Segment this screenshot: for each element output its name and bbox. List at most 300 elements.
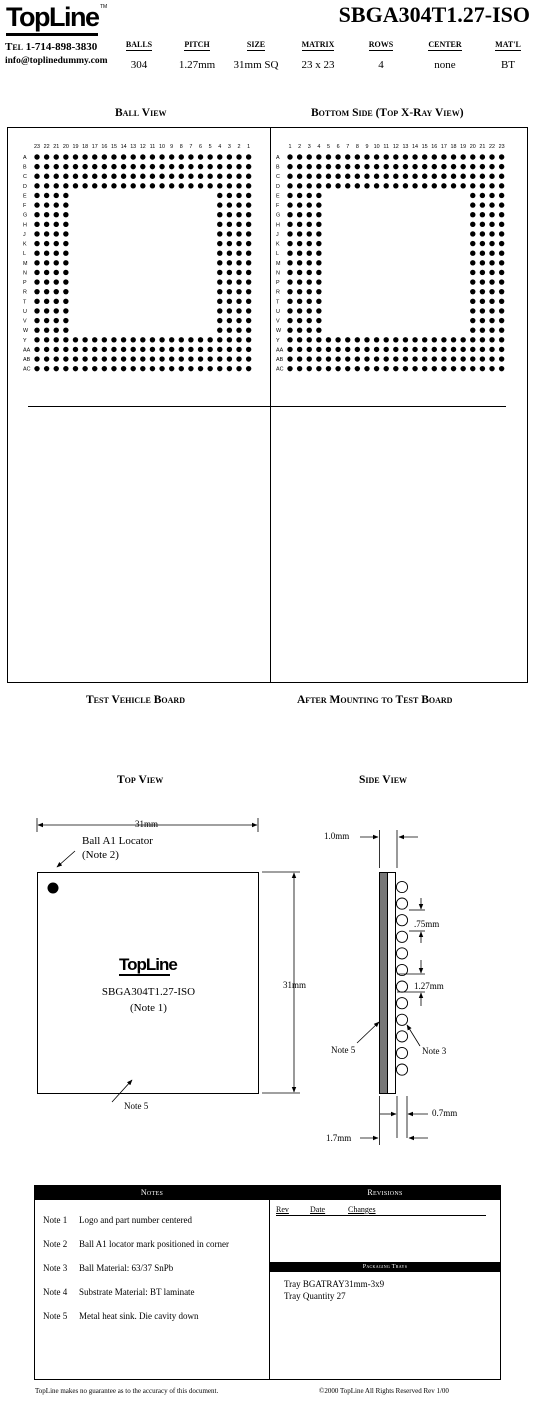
solder-ball [345,174,350,179]
solder-ball [441,337,446,342]
solder-ball [480,174,485,179]
note-key: Note 2 [43,1239,68,1249]
solder-ball [217,260,222,265]
solder-ball [489,154,494,159]
column-label: 2 [237,144,241,150]
solder-ball [470,222,475,227]
solder-ball [111,337,116,342]
row-label: F [276,203,280,210]
solder-ball [236,193,241,198]
a1-locator-dot [48,883,59,894]
solder-ball [246,299,251,304]
solder-ball [102,154,107,159]
solder-ball [499,193,504,198]
solder-ball [92,154,97,159]
solder-ball [470,270,475,275]
note5-side-leader [357,1022,379,1043]
solder-ball [355,174,360,179]
solder-ball [499,183,504,188]
solder-ball [236,327,241,332]
solder-ball [384,347,389,352]
solder-ball [207,356,212,361]
solder-ball [355,164,360,169]
row-label: V [276,318,280,325]
solder-ball [316,270,321,275]
side-solder-ball [396,931,407,942]
row-label: P [23,280,27,287]
solder-ball [217,279,222,284]
solder-ball [44,347,49,352]
solder-ball [246,231,251,236]
solder-ball [287,222,292,227]
solder-ball [34,289,39,294]
solder-ball [44,318,49,323]
solder-ball [34,174,39,179]
solder-ball [470,347,475,352]
solder-ball [307,356,312,361]
solder-ball [217,202,222,207]
solder-ball [44,260,49,265]
solder-ball [92,347,97,352]
solder-ball [34,231,39,236]
solder-ball [207,183,212,188]
column-label: 16 [431,144,438,150]
solder-ball [63,347,68,352]
solder-ball [92,366,97,371]
solder-ball [480,202,485,207]
solder-ball [499,222,504,227]
solder-ball [188,356,193,361]
solder-ball [355,183,360,188]
solder-ball [499,366,504,371]
solder-ball [364,164,369,169]
side-solder-ball [396,881,407,892]
solder-ball [236,279,241,284]
solder-ball [460,154,465,159]
row-label: L [276,251,279,258]
row-label: AB [276,357,284,364]
solder-ball [307,327,312,332]
solder-ball [307,154,312,159]
solder-ball [422,154,427,159]
row-label: W [276,328,282,335]
solder-ball [169,154,174,159]
revision-columns [276,1205,486,1216]
solder-ball [316,337,321,342]
solder-ball [316,251,321,256]
column-label: 14 [412,144,419,150]
solder-ball [489,164,494,169]
note-text: Ball A1 locator mark positioned in corner [79,1239,229,1249]
solder-ball [480,241,485,246]
solder-ball [63,154,68,159]
solder-ball [364,347,369,352]
solder-ball [227,202,232,207]
solder-ball [159,183,164,188]
solder-ball [54,270,59,275]
solder-ball [316,260,321,265]
tray-line: Tray BGATRAY31mm-3x9 [284,1279,385,1289]
solder-ball [499,260,504,265]
solder-ball [470,174,475,179]
solder-ball [470,356,475,361]
row-label: Y [276,337,280,344]
solder-ball [150,337,155,342]
solder-ball [422,356,427,361]
column-label: 13 [402,144,409,150]
solder-ball [451,174,456,179]
solder-ball [316,212,321,217]
solder-ball [159,337,164,342]
column-label: 6 [336,144,340,150]
email-address: info@toplinedummy.com [5,56,108,66]
tel-number: 1-714-898-3830 [25,41,98,53]
solder-ball [236,251,241,256]
solder-ball [287,193,292,198]
changes-col: Changes [348,1205,376,1214]
solder-ball [169,366,174,371]
solder-ball [179,174,184,179]
solder-ball [316,366,321,371]
solder-ball [131,164,136,169]
solder-ball [227,356,232,361]
solder-ball [393,356,398,361]
solder-ball [316,174,321,179]
solder-ball [82,154,87,159]
solder-ball [121,183,126,188]
solder-ball [307,231,312,236]
solder-ball [307,337,312,342]
solder-ball [335,164,340,169]
column-label: 3 [227,144,231,150]
solder-ball [307,347,312,352]
solder-ball [82,337,87,342]
solder-ball [499,347,504,352]
solder-ball [499,202,504,207]
solder-ball [217,183,222,188]
row-label: U [276,308,280,315]
spec-label: CENTER [428,40,462,49]
solder-ball [236,164,241,169]
solder-ball [403,164,408,169]
solder-ball [287,327,292,332]
solder-ball [44,183,49,188]
note-item [43,1239,229,1249]
solder-ball [188,154,193,159]
solder-ball [44,231,49,236]
note-item [43,1263,173,1273]
solder-ball [54,241,59,246]
solder-ball [345,337,350,342]
solder-ball [307,202,312,207]
chip-outline [38,873,259,1094]
row-label: B [276,164,280,171]
solder-ball [287,260,292,265]
solder-ball [470,308,475,313]
solder-ball [217,337,222,342]
note3-side-leader [407,1025,420,1046]
column-label: 9 [170,144,174,150]
solder-ball [345,356,350,361]
solder-ball [217,318,222,323]
solder-ball [297,212,302,217]
solder-ball [131,154,136,159]
solder-ball [432,183,437,188]
solder-ball [217,222,222,227]
solder-ball [227,299,232,304]
solder-ball [217,356,222,361]
solder-ball [480,183,485,188]
solder-ball [364,356,369,361]
solder-ball [355,154,360,159]
spec-label: MATRIX [301,40,335,49]
chip-part-number: SBGA304T1.27-ISO [101,986,196,998]
side-solder-ball [396,998,407,1009]
solder-ball [217,174,222,179]
solder-ball [159,164,164,169]
solder-ball [246,251,251,256]
solder-ball [140,366,145,371]
solder-ball [393,366,398,371]
solder-ball [307,260,312,265]
solder-ball [345,366,350,371]
column-label: 22 [43,144,50,150]
column-label: 2 [298,144,302,150]
solder-ball [169,174,174,179]
solder-ball [82,366,87,371]
solder-ball [217,308,222,313]
solder-ball [460,164,465,169]
solder-ball [297,347,302,352]
solder-ball [54,347,59,352]
solder-ball [54,289,59,294]
solder-ball [364,337,369,342]
solder-ball [470,241,475,246]
solder-ball [246,356,251,361]
solder-ball [499,299,504,304]
solder-ball [470,154,475,159]
solder-ball [63,308,68,313]
solder-ball [236,318,241,323]
solder-ball [140,154,145,159]
solder-ball [102,174,107,179]
solder-ball [489,202,494,207]
solder-ball [140,347,145,352]
solder-ball [159,154,164,159]
spec-label: PITCH [184,40,210,49]
column-label: 17 [91,144,98,150]
copyright: ©2000 TopLine All Rights Reserved Rev 1/00 [319,1387,449,1395]
solder-ball [236,356,241,361]
solder-ball [297,222,302,227]
solder-ball [489,222,494,227]
solder-ball [326,174,331,179]
solder-ball [179,154,184,159]
solder-ball [384,356,389,361]
solder-ball [131,356,136,361]
solder-ball [188,366,193,371]
spec-value: BT [500,59,516,71]
solder-ball [188,337,193,342]
solder-ball [345,347,350,352]
solder-ball [102,366,107,371]
rev-col: Rev [276,1205,289,1214]
solder-ball [287,231,292,236]
column-label: 18 [82,144,89,150]
solder-ball [217,212,222,217]
side-pitch-label: 1.27mm [414,981,444,991]
solder-ball [102,356,107,361]
solder-ball [34,270,39,275]
solder-ball [227,251,232,256]
solder-ball [246,308,251,313]
solder-ball [34,164,39,169]
solder-ball [451,356,456,361]
solder-ball [198,347,203,352]
solder-ball [326,356,331,361]
row-label: AB [23,357,31,364]
solder-ball [480,337,485,342]
solder-ball [150,366,155,371]
row-label: K [23,241,27,248]
solder-ball [345,164,350,169]
solder-ball [297,251,302,256]
solder-ball [54,260,59,265]
solder-ball [345,154,350,159]
column-label: 4 [317,144,321,150]
top-view-title: Top View [117,774,164,786]
solder-ball [227,174,232,179]
solder-ball [470,318,475,323]
solder-ball [63,356,68,361]
column-label: 19 [72,144,79,150]
solder-ball [111,366,116,371]
solder-ball [111,183,116,188]
solder-ball [326,366,331,371]
solder-ball [489,289,494,294]
solder-ball [246,202,251,207]
solder-ball [73,347,78,352]
solder-ball [63,366,68,371]
solder-ball [307,164,312,169]
solder-ball [345,183,350,188]
solder-ball [441,164,446,169]
column-label: 12 [139,144,146,150]
solder-ball [393,174,398,179]
solder-ball [34,308,39,313]
solder-ball [227,270,232,275]
solder-ball [470,289,475,294]
solder-ball [393,183,398,188]
solder-ball [63,183,68,188]
solder-ball [140,164,145,169]
solder-ball [44,193,49,198]
solder-ball [307,366,312,371]
side-balls [396,881,407,1075]
solder-ball [217,299,222,304]
solder-ball [227,308,232,313]
solder-ball [441,183,446,188]
solder-ball [403,337,408,342]
solder-ball [63,318,68,323]
solder-ball [236,241,241,246]
solder-ball [54,212,59,217]
solder-ball [121,366,126,371]
solder-ball [102,164,107,169]
solder-ball [227,241,232,246]
column-label: 7 [189,144,193,150]
solder-ball [287,183,292,188]
solder-ball [150,174,155,179]
solder-ball [316,327,321,332]
solder-ball [227,212,232,217]
row-label: R [23,289,27,296]
column-label: 9 [365,144,369,150]
solder-ball [499,164,504,169]
solder-ball [412,174,417,179]
solder-ball [355,337,360,342]
solder-ball [140,183,145,188]
packaging-trays-header: Packaging Trays [270,1262,500,1272]
solder-ball [140,174,145,179]
solder-ball [82,174,87,179]
chip-logo: TopLine [119,955,177,974]
solder-ball [207,164,212,169]
side-view-title: Side View [359,774,408,786]
solder-ball [92,183,97,188]
solder-ball [499,318,504,323]
solder-ball [441,154,446,159]
solder-ball [489,337,494,342]
solder-ball [111,154,116,159]
solder-ball [470,193,475,198]
solder-ball [403,356,408,361]
solder-ball [54,337,59,342]
solder-ball [460,366,465,371]
solder-ball [169,164,174,169]
solder-ball [316,154,321,159]
solder-ball [460,347,465,352]
solder-ball [54,164,59,169]
solder-ball [63,251,68,256]
notes-revisions-box [34,1185,501,1380]
solder-ball [480,212,485,217]
solder-ball [121,174,126,179]
solder-ball [364,366,369,371]
solder-ball [297,174,302,179]
solder-ball [246,327,251,332]
note-key: Note 1 [43,1215,68,1225]
solder-ball [169,356,174,361]
solder-ball [335,356,340,361]
solder-ball [111,356,116,361]
row-label: AA [276,347,284,354]
solder-ball [489,193,494,198]
spec-label: SIZE [246,40,266,49]
after-mounting-title: After Mounting to Test Board [297,694,453,706]
solder-ball [246,241,251,246]
note-item [43,1311,198,1321]
solder-ball [499,279,504,284]
solder-ball [480,308,485,313]
solder-ball [499,212,504,217]
solder-ball [384,164,389,169]
solder-ball [489,318,494,323]
solder-ball [287,174,292,179]
solder-ball [297,289,302,294]
row-label: D [276,183,280,190]
solder-ball [307,222,312,227]
